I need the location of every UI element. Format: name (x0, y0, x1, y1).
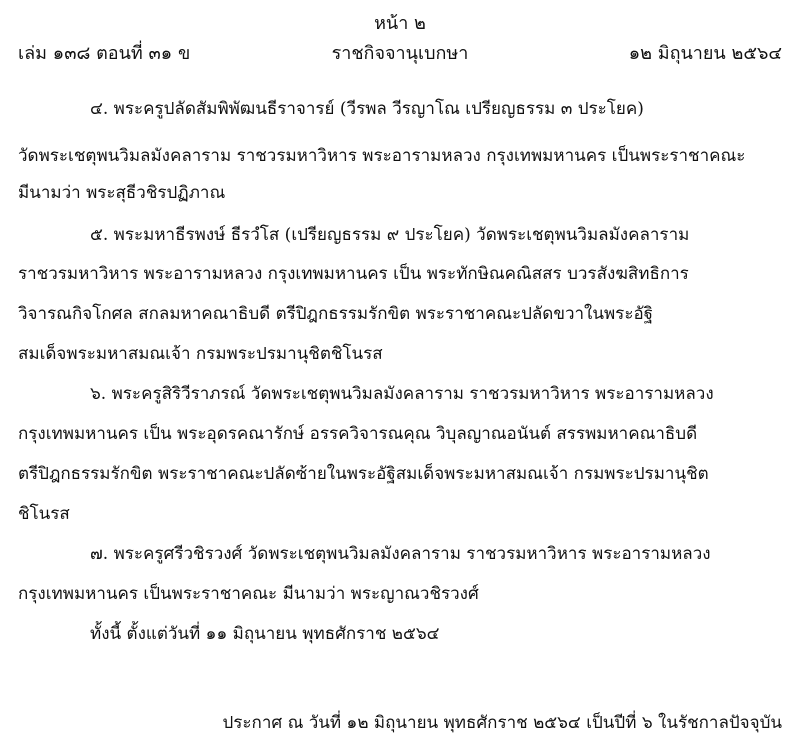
item-4-line-1: ๔. พระครูปลัดสัมพิพัฒนธีราจารย์ (วีรพล วีรญาโณ เปรียญธรรม ๓ ประโยค) (90, 99, 644, 119)
page-header (18, 38, 782, 62)
effective-date: ทั้งนี้ ตั้งแต่วันที่ ๑๑ มิถุนายน พุทธศักราช ๒๕๖๔ (90, 624, 440, 644)
item-6-line-1: ๖. พระครูสิริวีราภรณ์ วัดพระเชตุพนวิมลมังคลาราม ราชวรมหาวิหาร พระอารามหลวง (90, 384, 714, 404)
item-5-line-3: วิจารณกิจโกศล สกลมหาคณาธิบดี ตรีปิฎกธรรมรักขิต พระราชาคณะปลัดขวาในพระอัฐิ (18, 304, 654, 324)
item-6-line-3: ตรีปิฎกธรรมรักขิต พระราชาคณะปลัดซ้ายในพระอัฐิสมเด็จพระมหาสมณเจ้า กรมพระปรมานุชิต (18, 464, 709, 484)
page-number: หน้า ๒ (374, 13, 426, 34)
announcement-date: ประกาศ ณ วันที่ ๑๒ มิถุนายน พุทธศักราช ๒๕๖๔ เป็นปีที่ ๖ ในรัชกาลปัจจุบัน (222, 713, 782, 733)
item-4-line-2: วัดพระเชตุพนวิมลมังคลาราม ราชวรมหาวิหาร พระอารามหลวง กรุงเทพมหานคร เป็นพระราชาคณะ (18, 146, 746, 166)
item-6-line-2: กรุงเทพมหานคร เป็น พระอุดรคณารักษ์ อรรควิจารณคุณ วิบุลญาณอนันต์ สรรพมหาคณาธิบดี (18, 424, 698, 444)
publication-name: ราชกิจจานุเบกษา (331, 43, 469, 64)
header-date: ๑๒ มิถุนายน ๒๕๖๔ (628, 43, 782, 64)
item-6-line-4: ชิโนรส (18, 504, 70, 524)
item-5-line-4: สมเด็จพระมหาสมณเจ้า กรมพระปรมานุชิตชิโนรส (18, 344, 383, 364)
item-5-line-2: ราชวรมหาวิหาร พระอารามหลวง กรุงเทพมหานคร เป็น พระทักษิณคณิสสร บวรสังฆสิทธิการ (18, 264, 689, 284)
item-7-line-2: กรุงเทพมหานคร เป็นพระราชาคณะ มีนามว่า พระญาณวชิรวงศ์ (18, 584, 479, 604)
volume-issue: เล่ม ๑๓๘ ตอนที่ ๓๑ ข (18, 43, 191, 64)
item-5-line-1: ๕. พระมหาธีรพงษ์ ธีรวํโส (เปรียญธรรม ๙ ประโยค) วัดพระเชตุพนวิมลมังคลาราม (90, 225, 690, 245)
item-7-line-1: ๗. พระครูศรีวชิรวงศ์ วัดพระเชตุพนวิมลมังคลาราม ราชวรมหาวิหาร พระอารามหลวง (90, 544, 711, 564)
item-4-line-3: มีนามว่า พระสุธีวชิรปฏิภาณ (18, 183, 226, 203)
